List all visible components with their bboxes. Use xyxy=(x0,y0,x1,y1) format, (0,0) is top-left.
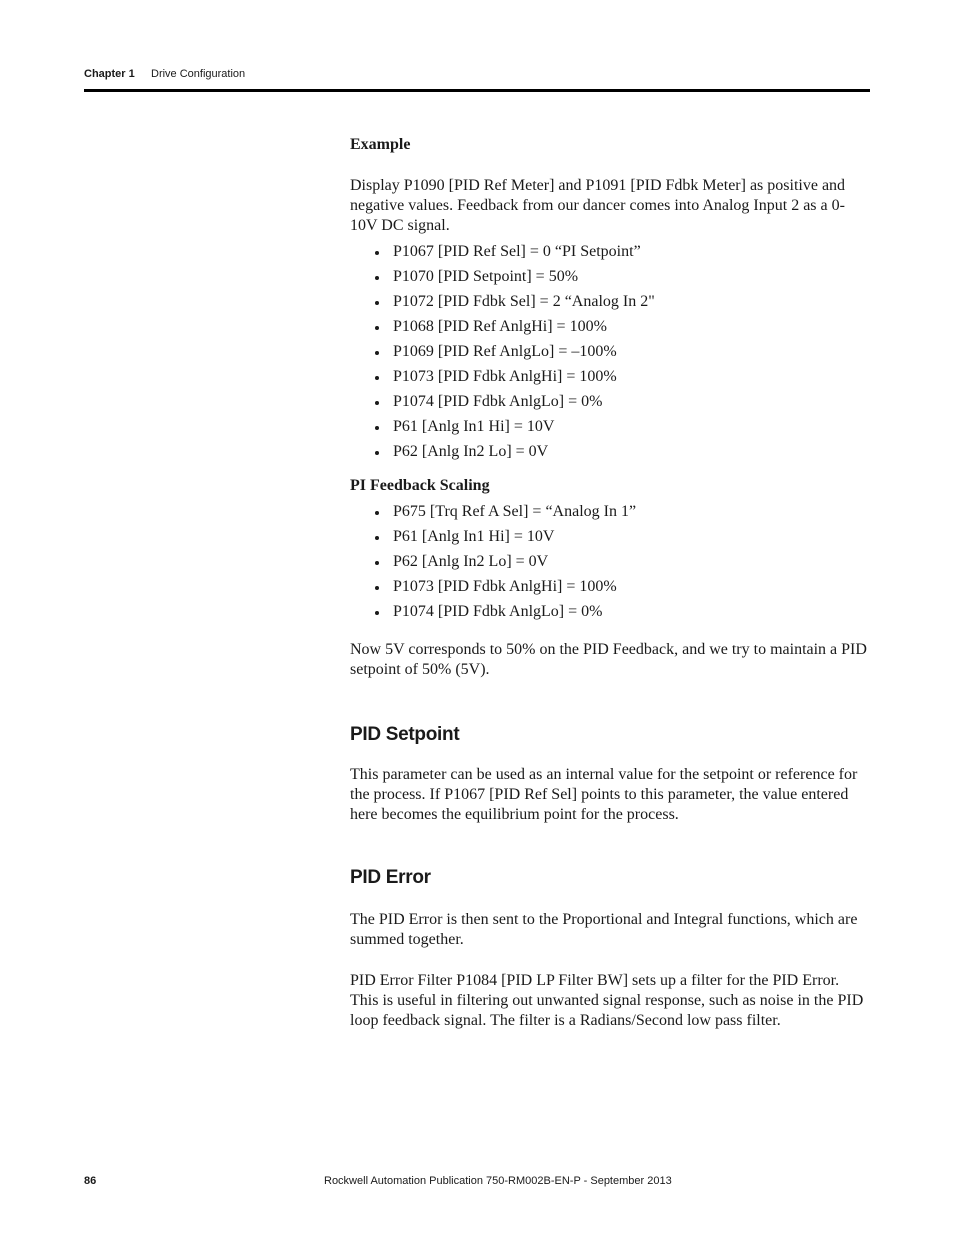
list-item: P1073 [PID Fdbk AnlgHi] = 100% xyxy=(350,574,870,599)
list-item: P62 [Anlg In2 Lo] = 0V xyxy=(350,549,870,574)
pid-error-heading: PID Error xyxy=(350,867,431,888)
list-item: P1074 [PID Fdbk AnlgLo] = 0% xyxy=(350,599,870,624)
list-item: P1067 [PID Ref Sel] = 0 “PI Setpoint” xyxy=(350,239,870,264)
list-item: P62 [Anlg In2 Lo] = 0V xyxy=(350,439,870,464)
example-intro: Display P1090 [PID Ref Meter] and P1091 [PID Fdbk Meter] as positive and negative values. Feedback from our dancer comes into Analog Input 2 as a 0-10V DC signal. xyxy=(350,177,846,234)
publication-info: Rockwell Automation Publication 750-RM002B-EN-P - September 2013 xyxy=(324,1175,672,1187)
feedback-scaling-heading: PI Feedback Scaling xyxy=(350,477,490,494)
example-list xyxy=(350,239,870,464)
feedback-scaling-list xyxy=(350,499,870,624)
list-item: P1070 [PID Setpoint] = 50% xyxy=(350,264,870,289)
chapter-label: Chapter 1 xyxy=(84,68,135,80)
pid-error-body-2: PID Error Filter P1084 [PID LP Filter BW] sets up a filter for the PID Error. This is useful in filtering out unwanted signal response, such as noise in the PID loop feedback signal. The filter is a Radians/Second low pass filter. xyxy=(350,972,864,1029)
example-heading: Example xyxy=(350,136,411,153)
feedback-scaling-note: Now 5V corresponds to 50% on the PID Feedback, and we try to maintain a PID setpoint of 50% (5V). xyxy=(350,641,867,678)
page-number: 86 xyxy=(84,1175,97,1187)
page-header xyxy=(84,67,870,85)
list-item: P1073 [PID Fdbk AnlgHi] = 100% xyxy=(350,364,870,389)
pid-setpoint-body: This parameter can be used as an internal value for the setpoint or reference for the process. If P1067 [PID Ref Sel] points to this parameter, the value entered here becomes the equilibrium point for the process. xyxy=(350,766,858,823)
list-item: P1068 [PID Ref AnlgHi] = 100% xyxy=(350,314,870,339)
pid-setpoint-heading: PID Setpoint xyxy=(350,724,460,745)
header-rule xyxy=(84,89,870,92)
list-item: P1069 [PID Ref AnlgLo] = –100% xyxy=(350,339,870,364)
chapter-title: Drive Configuration xyxy=(151,68,246,80)
list-item: P1074 [PID Fdbk AnlgLo] = 0% xyxy=(350,389,870,414)
list-item: P1072 [PID Fdbk Sel] = 2 “Analog In 2" xyxy=(350,289,870,314)
pid-error-body-1: The PID Error is then sent to the Proportional and Integral functions, which are summed together. xyxy=(350,911,858,948)
list-item: P61 [Anlg In1 Hi] = 10V xyxy=(350,414,870,439)
page-content xyxy=(350,135,870,1031)
list-item: P61 [Anlg In1 Hi] = 10V xyxy=(350,524,870,549)
list-item: P675 [Trq Ref A Sel] = “Analog In 1” xyxy=(350,499,870,524)
